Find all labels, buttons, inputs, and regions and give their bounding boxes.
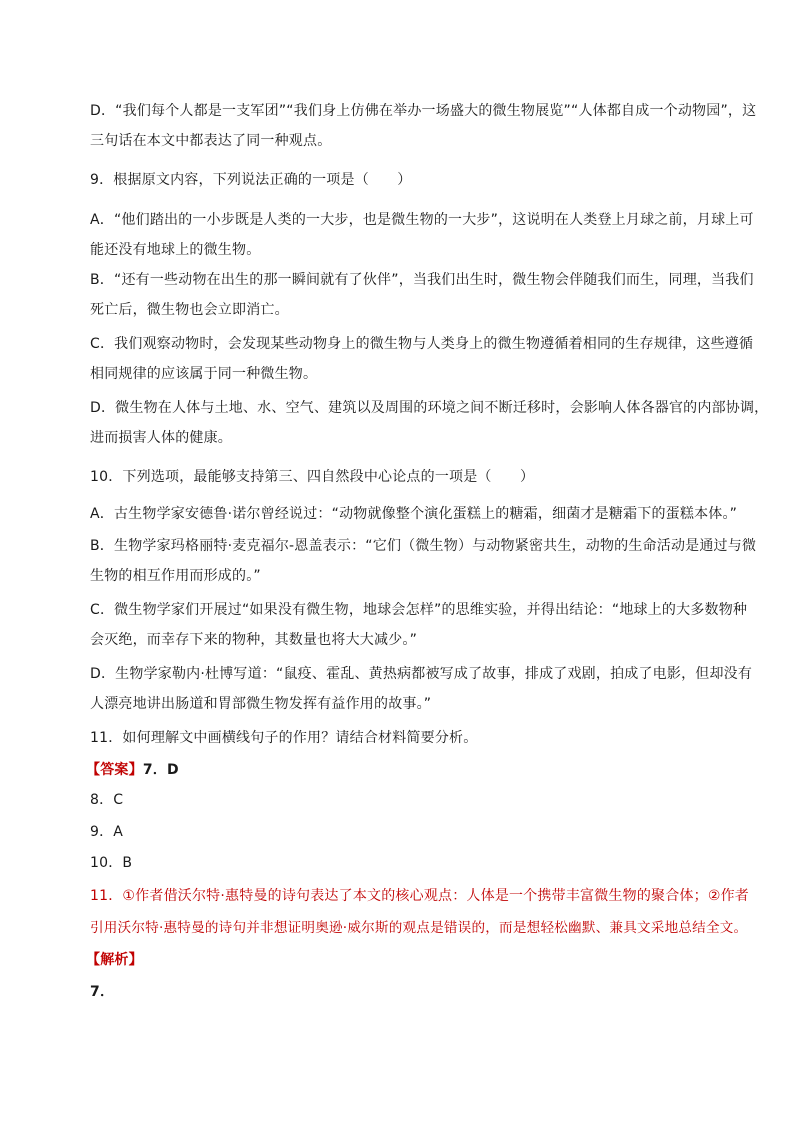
answer-8: 8．C: [90, 792, 124, 808]
answer-line: [86, 760, 706, 780]
q10-option-d-line2: 人漂亮地讲出肠道和胃部微生物发挥有益作用的故事。”: [90, 696, 432, 712]
answer-7: 7．D: [142, 762, 179, 778]
q9-option-b-line2: 死亡后，微生物也会立即消亡。: [90, 302, 289, 318]
answer-label: 【答案】: [86, 762, 143, 778]
q9-stem: 9．根据原文内容，下列说法正确的一项是（ ）: [90, 172, 412, 188]
q9-option-a-line1: A．“他们踏出的一小步既是人类的一大步，也是微生物的一大步”，这说明在人类登上月球之前，月球上可: [90, 212, 754, 228]
q9-option-d-line2: 进而损害人体的健康。: [90, 430, 232, 446]
q10-option-d-line1: D．生物学家勒内·杜博写道：“鼠疫、霍乱、黄热病都被写成了故事，排成了戏剧，拍成了电影，但却没有: [90, 666, 753, 682]
q8-option-d-line2: 三句话在本文中都表达了同一种观点。: [90, 133, 332, 149]
q9-option-c-line2: 相同规律的应该属于同一种微生物。: [90, 366, 318, 382]
q10-stem: 10．下列选项，最能够支持第三、四自然段中心论点的一项是（ ）: [90, 469, 535, 485]
analysis-label: 【解析】: [86, 952, 143, 968]
q10-option-c-line2: 会灭绝，而幸存下来的物种，其数量也将大大减少。”: [90, 632, 418, 648]
q9-option-b-line1: B．“还有一些动物在出生的那一瞬间就有了伙伴”，当我们出生时，微生物会伴随我们而生，同理，当我们: [90, 272, 754, 288]
q9-option-d-line1: D．微生物在人体与土地、水、空气、建筑以及周围的环境之间不断迁移时，会影响人体各器官的内部协调，: [90, 400, 769, 416]
q9-option-a-line2: 能还没有地球上的微生物。: [90, 242, 261, 258]
q10-option-b-line2: 生物的相互作用而形成的。”: [90, 568, 261, 584]
q10-option-a: A．古生物学家安德鲁·诺尔曾经说过：“动物就像整个演化蛋糕上的糖霜，细菌才是糖霜下的蛋糕本体。”: [90, 506, 738, 522]
q10-option-b-line1: B．生物学家玛格丽特·麦克福尔-恩盖表示：“它们（微生物）与动物紧密共生，动物的生命活动是通过与微: [90, 538, 757, 554]
q9-option-c-line1: C．我们观察动物时，会发现某些动物身上的微生物与人类身上的微生物遵循着相同的生存规律，这些遵循: [90, 336, 754, 352]
q8-option-d-line1: D．“我们每个人都是一支军团”“我们身上仿佛在举办一场盛大的微生物展览”“人体都自成一个动物园”，这: [90, 103, 757, 119]
answer-11-line1: 11．①作者借沃尔特·惠特曼的诗句表达了本文的核心观点：人体是一个携带丰富微生物的聚合体；②作者: [90, 888, 749, 904]
answer-11-line2: 引用沃尔特·惠特曼的诗句并非想证明奥逊·威尔斯的观点是错误的，而是想轻松幽默、兼具文采地总结全文。: [90, 920, 748, 936]
answer-9: 9．A: [90, 824, 124, 840]
q10-option-c-line1: C．微生物学家们开展过“如果没有微生物，地球会怎样”的思维实验，并得出结论：“地球上的大多数物种: [90, 602, 748, 618]
analysis-7: 7．: [90, 984, 115, 1000]
q11-stem: 11．如何理解文中画横线句子的作用？请结合材料简要分析。: [90, 730, 478, 746]
answer-10: 10．B: [90, 855, 133, 871]
